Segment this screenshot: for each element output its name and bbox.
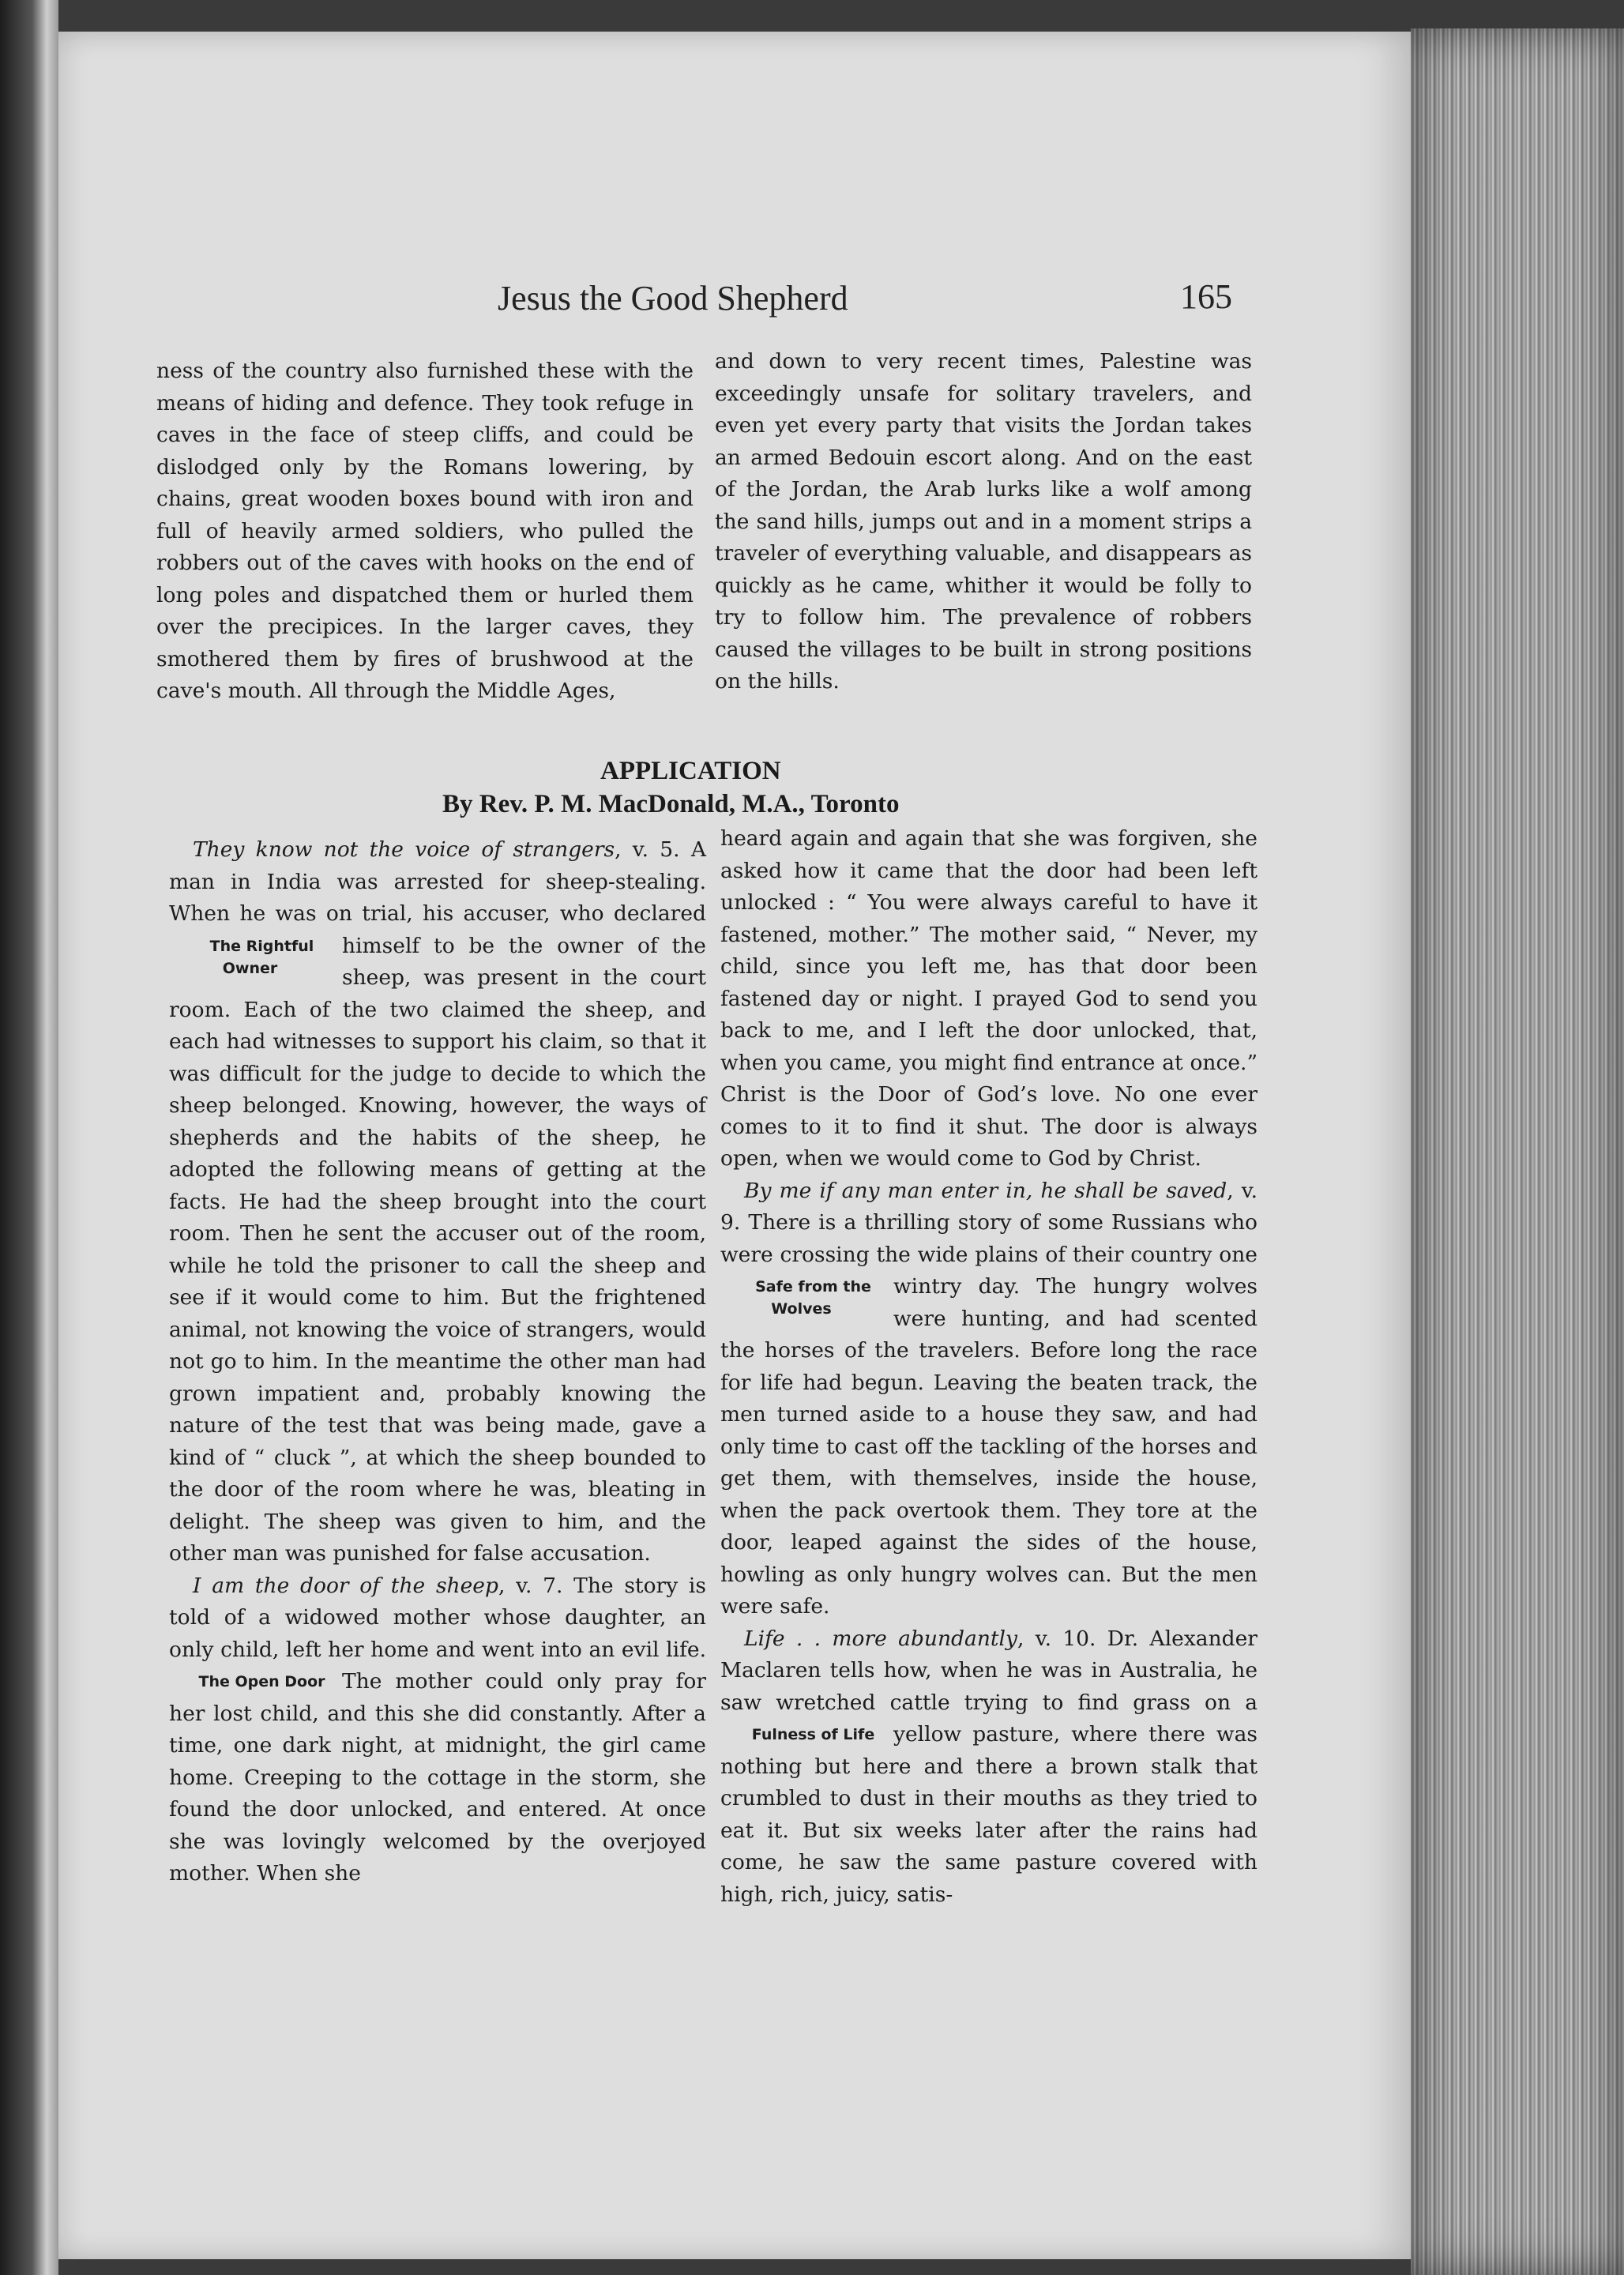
application-right-column <box>720 823 1257 1911</box>
paragraph-text: Dr. Alexander Maclaren tells how, when he was in Australia, he saw wretched cattle trying to find grass on a yellow pasture, <box>720 1626 1257 1747</box>
paragraph-saved <box>720 1175 1257 1623</box>
verse-ref: , v. 5. <box>615 837 680 862</box>
byline: By Rev. P. M. MacDonald, M.A., Toronto <box>442 790 900 818</box>
sidenote-rightful-owner: The Rightful Owner <box>209 937 314 977</box>
paragraph-strangers <box>169 834 706 1570</box>
verse-ref: , v. 10. <box>1017 1626 1096 1651</box>
paragraph-text: where there was nothing but here and there a brown stalk that crumbled to dust in their mouths as they tried to eat it. But six weeks later after the rains had come, he saw the same pasture covered with high, rich, juicy, satis- <box>720 1722 1257 1907</box>
sidenote-open-door: The Open Door <box>198 1673 325 1690</box>
verse-quote: I am the door of the sheep <box>193 1573 498 1598</box>
paragraph-text: owner of the sheep, was present in the court room. Each of the two claimed the sheep, and each had witnesses to support his claim, so that it was difficult for the judge to decide to which the sheep belonged. Knowing, however, the ways of shepherds and the habits of the sheep, he adopted the following means of getting at the facts. He had the sheep brought into the court room. Then he sent the accuser out of the room, while he told the prisoner to call the sheep and see if it would come to him. But the frightened animal, not knowing the voice of strangers, would not go to him. In the meantime the other man had grown impatient and, probably knowing the nature of the test that was being made, gave a kind of “ cluck ”, at which the sheep bounded to the door of the room where he was, bleating in delight. The sheep was given to him, and the other man was punished for false accusation. <box>169 933 706 1566</box>
paragraph-forgiven: heard again and again that she was forgiven, she asked how it came that the door had been left unlocked : “ You were always careful to have it fastened, mother.” The mother said, “ Never, my child, since you left me, has that door been fastened day or night. I prayed God to send you back to me, and I left the door unlocked, that, when you came, you might find entrance at once.” Christ is the Door of God’s love. No one ever comes to it to find it shut. The door is always open, when we would come to God by Christ. <box>720 826 1257 1171</box>
verse-quote: By me if any man enter in, he shall be saved <box>744 1178 1227 1203</box>
verse-quote: They know not the voice of strangers <box>193 837 615 862</box>
paragraph-life <box>720 1623 1257 1912</box>
top-right-column <box>715 346 1252 698</box>
top-right-paragraph: and down to very recent times, Palestine was exceedingly unsafe for solitary travelers, and even yet every party that visits the Jordan takes an armed Bedouin escort along. And on the east of the Jordan, the Arab lurks like a wolf among the sand hills, jumps out and in a moment strips a traveler of everything valuable, and disappears as quickly as he came, whither it would be folly to try to follow him. The prevalence of robbers caused the villages to be built in strong positions on the hills. <box>715 349 1252 694</box>
section-title: APPLICATION <box>600 757 781 785</box>
verse-ref: , v. 9. <box>720 1178 1257 1235</box>
paragraph-text: There is a thrilling story of some Russians who were crossing the wide plains of their country one wintry day. <box>720 1210 1257 1299</box>
sidenote-fulness-of-life: Fulness of Life <box>751 1726 875 1743</box>
application-left-column <box>169 834 706 1890</box>
verse-quote: Life . . more abundantly <box>744 1626 1017 1651</box>
top-left-column <box>156 355 694 708</box>
adjacent-page-strip <box>0 0 58 2275</box>
paragraph-door <box>169 1570 706 1890</box>
paragraph-text: A man in India was arrested for sheep-stealing. When he was on trial, his accuser, who declared himself to be the <box>169 837 706 958</box>
paragraph-text: only pray for her lost child, and this she did constantly. After a time, one dark night, at midnight, the girl came home. Creeping to the cottage in the storm, she found the door unlocked, and entered. At once she was lovingly welcomed by the overjoyed mother. When she <box>169 1669 706 1886</box>
paragraph-text: The hungry wolves were hunting, and had scented the horses of the travelers. Before long the race for life had begun. Leaving the beaten track, the men turned aside to a house they saw, and had only time to cast off the tackling of the horses and get them, with themselves, inside the house, when the pack overtook them. They tore at the door, leaped against the sides of the house, howling as only hungry wolves can. But the men were safe. <box>720 1274 1257 1619</box>
top-left-paragraph: ness of the country also furnished these with the means of hiding and defence. They took refuge in caves in the face of steep cliffs, and could be dislodged only by the Romans lowering, by chains, great wooden boxes bound with iron and full of heavily armed soldiers, who pulled the robbers out of the caves with hooks on the end of long poles and dispatched them or hurled them over the precipices. In the larger caves, they smothered them by fires of brushwood at the cave's mouth. All through the Middle Ages, <box>156 359 694 703</box>
paragraph-text: The story is told of a widowed mother whose daughter, an only child, left her home and went into an evil life. The mother could <box>169 1573 706 1694</box>
running-head: Jesus the Good Shepherd <box>498 279 848 318</box>
page-edges <box>1411 28 1624 2275</box>
sidenote-safe-from-wolves: Safe from the Wolves <box>755 1278 871 1318</box>
page-number: 165 <box>1180 277 1232 316</box>
verse-ref: , v. 7. <box>498 1573 563 1598</box>
